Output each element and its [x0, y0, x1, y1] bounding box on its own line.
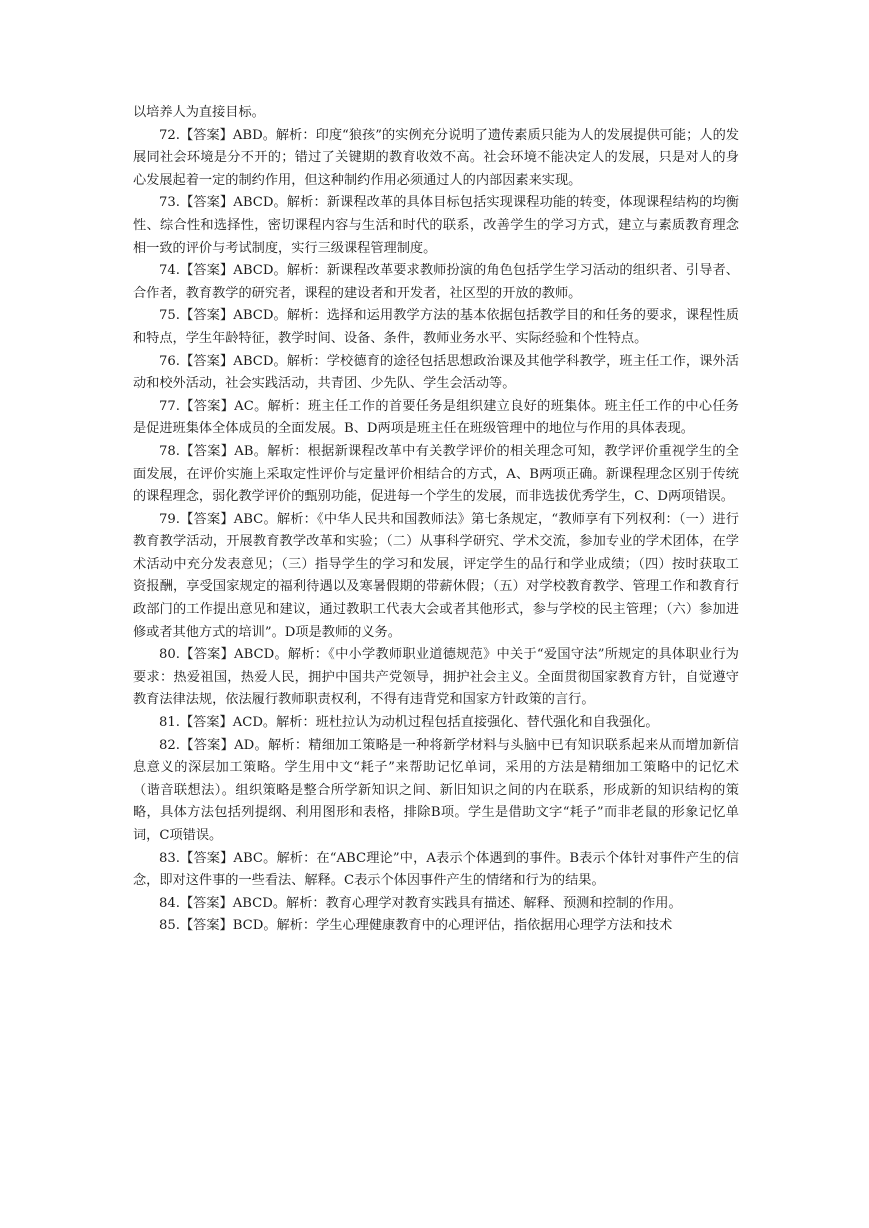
- answer-83: 83.【答案】ABC。解析：在“ABC理论”中，A表示个体遇到的事件。B表示个体针对事件产生的信念，即对这件事的一些看法、解释。C表示个体因事件产生的情绪和行为的结果。: [133, 850, 739, 889]
- answer-79: 79.【答案】ABC。解析：《中华人民共和国教师法》第七条规定，“教师享有下列权利：（一）进行教育教学活动，开展教育教学改革和实验；（二）从事科学研究、学术交流，参加专业的学术团体，在学术活动中充分发表意见；（三）指导学生的学习和发展，评定学生的品行和学业成绩；（四）按时获取工资报酬，享受国家规定的福利待遇以及寒暑假期的带薪休假；（五）对学校教育教学、管理工作和教育行政部门的工作提出意见和建议，通过教职工代表大会或者其他形式，参与学校的民主管理；（六）参加进修或者其他方式的培训”。D项是教师的义务。: [133, 511, 739, 640]
- answer-74: 74.【答案】ABCD。解析：新课程改革要求教师扮演的角色包括学生学习活动的组织者、引导者、合作者，教育教学的研究者，课程的建设者和开发者，社区型的开放的教师。: [133, 263, 739, 301]
- paragraph-continuation: 以培养人为直接目标。: [133, 105, 265, 120]
- answer-78: 78.【答案】AB。解析：根据新课程改革中有关教学评价的相关理念可知，教学评价重视学生的全面发展，在评价实施上采取定性评价与定量评价相结合的方式，A、B两项正确。新课程理念区别于传统的课程理念，弱化教学评价的甄别功能，促进每一个学生的发展，而非选拔优秀学生，C、D两项错误。: [133, 443, 739, 505]
- answer-76: 76.【答案】ABCD。解析：学校德育的途径包括思想政治课及其他学科教学，班主任工作，课外活动和校外活动，社会实践活动，共青团、少先队、学生会活动等。: [133, 353, 739, 392]
- answer-85: 85.【答案】BCD。解析：学生心理健康教育中的心理评估，指依据用心理学方法和技术: [159, 918, 673, 934]
- answer-81: 81.【答案】ACD。解析：班杜拉认为动机过程包括直接强化、替代强化和自我强化。: [159, 715, 659, 731]
- answer-explanations: [133, 102, 739, 938]
- answer-84: 84.【答案】ABCD。解析：教育心理学对教育实践具有描述、解释、预测和控制的作用。: [159, 895, 682, 911]
- answer-77: 77.【答案】AC。解析：班主任工作的首要任务是组织建立良好的班集体。班主任工作的中心任务是促进班集体全体成员的全面发展。B、D两项是班主任在班级管理中的地位与作用的具体表现。: [133, 398, 739, 437]
- answer-82: 82.【答案】AD。解析：精细加工策略是一种将新学材料与头脑中已有知识联系起来从而增加新信息意义的深层加工策略。学生用中文“耗子”来帮助记忆单词，采用的方法是精细加工策略中的记忆术（谐音联想法）。组织策略是整合所学新知识之间、新旧知识之间的内在联系，形成新的知识结构的策略，具体方法包括列提纲、利用图形和表格，排除B项。学生是借助文字“耗子”而非老鼠的形象记忆单词，C项错误。: [133, 737, 739, 843]
- answer-73: 73.【答案】ABCD。解析：新课程改革的具体目标包括实现课程功能的转变，体现课程结构的均衡性、综合性和选择性，密切课程内容与生活和时代的联系，改善学生的学习方式，建立与素质教育理念相一致的评价与考试制度，实行三级课程管理制度。: [133, 195, 739, 256]
- answer-80: 80.【答案】ABCD。解析：《中小学教师职业道德规范》中关于“爱国守法”所规定的具体职业行为要求：热爱祖国，热爱人民，拥护中国共产党领导，拥护社会主义。全面贯彻国家教育方针，自觉遵守教育法律法规，依法履行教师职责权利，不得有违背党和国家方针政策的言行。: [133, 647, 739, 708]
- answer-75: 75.【答案】ABCD。解析：选择和运用教学方法的基本依据包括教学目的和任务的要求，课程性质和特点，学生年龄特征，教学时间、设备、条件，教师业务水平、实际经验和个性特点。: [133, 308, 739, 346]
- answer-72: 72.【答案】ABD。解析：印度“狼孩”的实例充分说明了遗传素质只能为人的发展提供可能；人的发展同社会环境是分不开的；错过了关键期的教育收效不高。社会环境不能决定人的发展，只是对人的身心发展起着一定的制约作用，但这种制约作用必须通过人的内部因素来实现。: [133, 127, 739, 188]
